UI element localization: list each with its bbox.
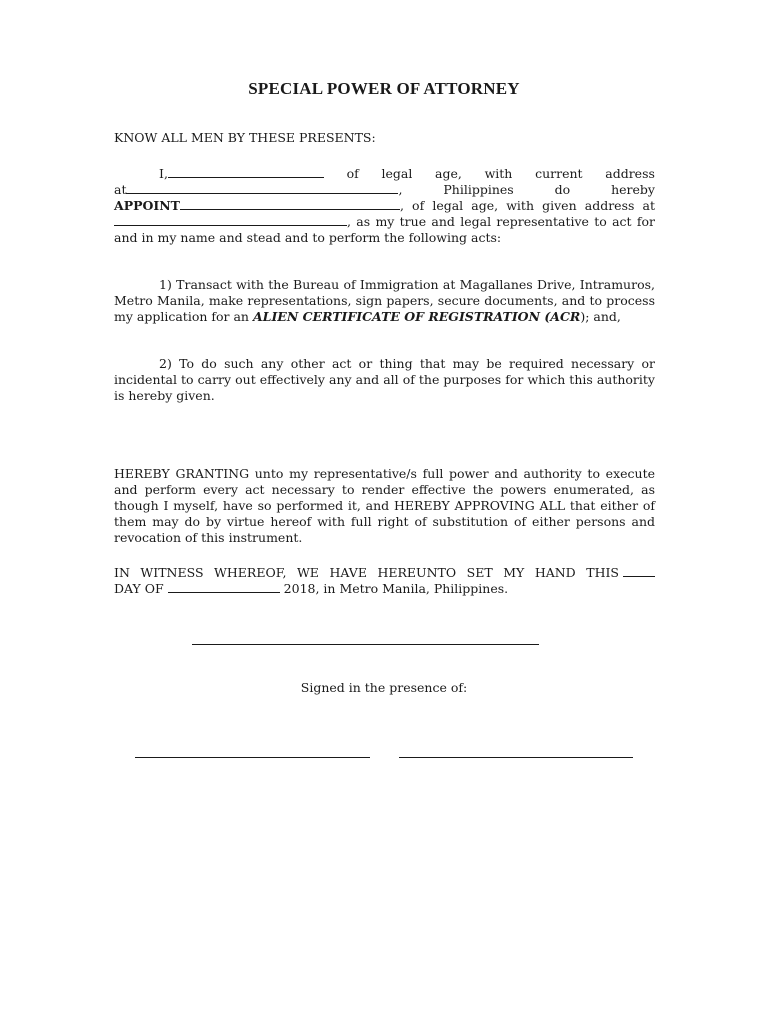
witness-line-2 xyxy=(114,581,655,597)
word: current xyxy=(535,166,583,181)
agent-name-blank xyxy=(180,198,400,210)
principal-paragraph xyxy=(114,166,655,246)
word: at xyxy=(114,182,127,197)
principal-line-5: and in my name and stead and to perform the following acts: xyxy=(114,230,502,245)
principal-address-blank xyxy=(126,182,398,194)
witness-1-signature-line xyxy=(135,757,370,758)
word: hereby xyxy=(611,182,655,197)
agent-address-blank xyxy=(114,214,347,226)
word: Philippines xyxy=(443,182,514,197)
text-segment: ); and, xyxy=(580,309,621,324)
presence-label: Signed in the presence of: xyxy=(300,680,468,695)
text-segment: DAY OF xyxy=(114,581,164,596)
witness-paragraph xyxy=(114,565,655,597)
acr-emphasis: ALIEN CERTIFICATE OF REGISTRATION (ACR xyxy=(252,309,581,324)
text-i: I, xyxy=(159,166,168,181)
word: do xyxy=(554,182,571,197)
month-blank xyxy=(168,581,280,593)
witness-2-signature-line xyxy=(399,757,633,758)
intro-line: KNOW ALL MEN BY THESE PRESENTS: xyxy=(114,130,376,145)
principal-line-3 xyxy=(114,198,655,214)
text-segment: , of legal age, with given address at xyxy=(399,198,655,213)
act-1-paragraph xyxy=(114,277,655,325)
text-segment: IN WITNESS WHEREOF, WE HAVE HEREUNTO SET MY HAND THIS xyxy=(114,565,619,580)
word: , xyxy=(398,182,403,197)
act-2-paragraph: 2) To do such any other act or thing that may be required necessary or incidental to carry out effectively any and all of the purposes for which this authority is hereby given. xyxy=(114,356,655,403)
text-segment: 1) Transact with the Bureau of Immigration at Magallanes Drive, Intramuros, Metro Manila, make representations, sign papers, secure documents, and to process my application for an xyxy=(114,277,655,324)
witness-line-1 xyxy=(114,565,655,581)
text-segment: 2018, in Metro Manila, Philippines. xyxy=(283,581,509,596)
word: legal xyxy=(381,166,413,181)
word: with xyxy=(484,166,513,181)
principal-name-blank xyxy=(168,166,324,178)
principal-line-1 xyxy=(114,166,655,182)
appoint-label: APPOINT xyxy=(114,198,180,213)
word: address xyxy=(605,166,655,181)
principal-signature-line xyxy=(192,644,539,645)
word: of xyxy=(346,166,359,181)
principal-line-4 xyxy=(114,214,655,230)
day-blank xyxy=(623,565,655,577)
word: age, xyxy=(435,166,462,181)
granting-paragraph: HEREBY GRANTING unto my representative/s full power and authority to execute and perform every act necessary to render effective the powers enumerated, as though I myself, have so performed it, and HEREBY APPROVING ALL that either of them may do by virtue hereof with full right of substitution of either persons and revocation of this instrument. xyxy=(114,466,655,545)
document-title: SPECIAL POWER OF ATTORNEY xyxy=(248,79,520,98)
principal-line-2 xyxy=(114,182,655,198)
text-segment: , as my true and legal representative to act for xyxy=(347,214,655,229)
